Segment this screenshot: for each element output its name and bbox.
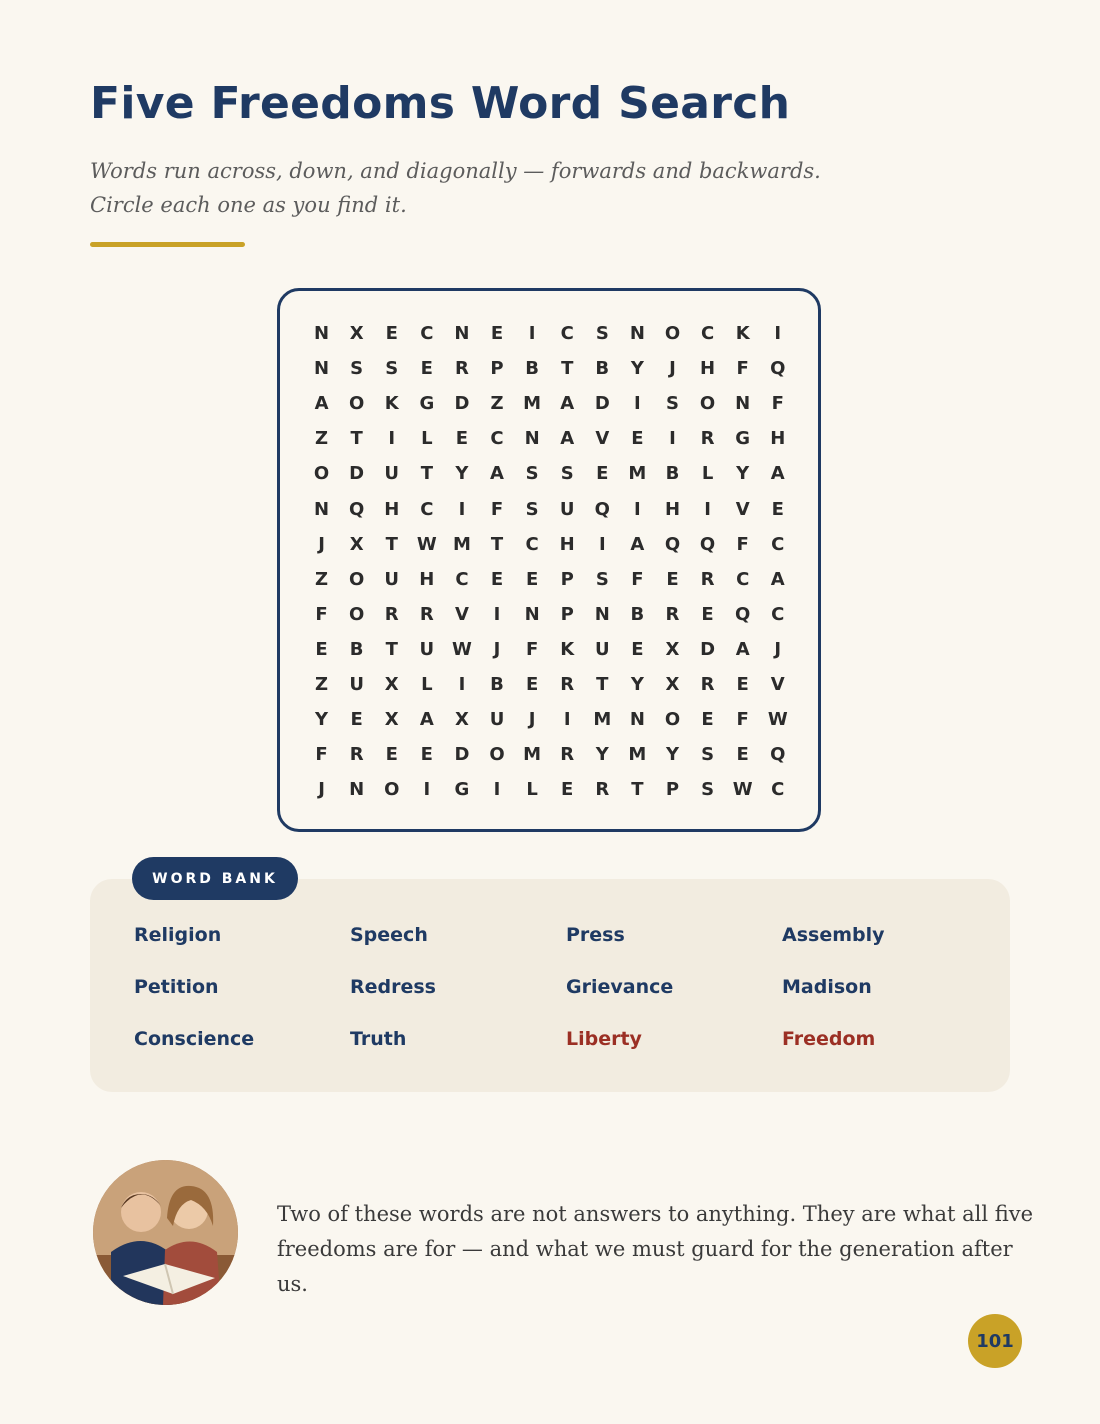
word-bank-item: Truth bbox=[350, 1028, 407, 1050]
grid-letter[interactable]: Q bbox=[348, 498, 365, 520]
grid-letter[interactable]: E bbox=[771, 498, 784, 520]
grid-letter[interactable]: N bbox=[629, 709, 645, 731]
grid-letter[interactable]: V bbox=[454, 603, 469, 625]
children-reading-photo bbox=[93, 1160, 238, 1305]
grid-letter[interactable]: A bbox=[490, 463, 504, 485]
word-bank-item: Liberty bbox=[566, 1028, 642, 1050]
grid-letter[interactable]: M bbox=[628, 744, 647, 766]
grid-letter[interactable]: Z bbox=[315, 568, 329, 590]
grid-letter[interactable]: E bbox=[315, 638, 328, 660]
grid-letter[interactable]: X bbox=[454, 709, 469, 731]
grid-letter[interactable]: T bbox=[385, 638, 398, 660]
word-bank-item: Assembly bbox=[782, 924, 885, 946]
grid-letter[interactable]: I bbox=[598, 533, 606, 555]
grid-letter[interactable]: M bbox=[523, 393, 542, 415]
grid-letter[interactable]: R bbox=[454, 358, 469, 380]
grid-letter[interactable]: T bbox=[385, 533, 398, 555]
grid-letter[interactable]: E bbox=[490, 568, 504, 590]
grid-letter[interactable]: E bbox=[350, 709, 363, 731]
grid-letter[interactable]: E bbox=[666, 568, 679, 590]
grid-letter[interactable]: Y bbox=[595, 744, 609, 766]
grid-letter[interactable]: A bbox=[419, 709, 434, 731]
grid-letter[interactable]: I bbox=[774, 323, 782, 345]
grid-letter[interactable]: B bbox=[665, 463, 680, 485]
grid-letter[interactable]: H bbox=[559, 533, 575, 555]
grid-letter[interactable]: E bbox=[525, 673, 539, 695]
grid-letter[interactable]: B bbox=[349, 638, 364, 660]
grid-letter[interactable]: S bbox=[525, 463, 539, 485]
grid-letter[interactable]: X bbox=[384, 673, 399, 695]
grid-letter[interactable]: S bbox=[701, 744, 715, 766]
grid-letter[interactable]: E bbox=[525, 568, 539, 590]
grid-letter[interactable]: I bbox=[388, 428, 396, 450]
word-bank-item: Press bbox=[566, 924, 625, 946]
grid-letter[interactable]: F bbox=[315, 744, 328, 766]
grid-letter[interactable]: T bbox=[596, 673, 609, 695]
grid-letter[interactable]: E bbox=[420, 744, 433, 766]
grid-letter[interactable]: U bbox=[419, 638, 435, 660]
accent-divider bbox=[90, 242, 245, 247]
word-bank-item: Conscience bbox=[134, 1028, 255, 1050]
grid-letter[interactable]: P bbox=[560, 568, 574, 590]
grid-letter[interactable]: R bbox=[700, 428, 715, 450]
grid-letter[interactable]: Y bbox=[630, 673, 644, 695]
grid-letter[interactable]: N bbox=[314, 323, 330, 345]
grid-letter[interactable]: O bbox=[699, 393, 716, 415]
grid-letter[interactable]: E bbox=[420, 358, 433, 380]
grid-letter[interactable]: Q bbox=[664, 533, 681, 555]
grid-letter[interactable]: B bbox=[490, 673, 504, 695]
grid-letter[interactable]: F bbox=[490, 498, 504, 520]
grid-letter[interactable]: Q bbox=[770, 358, 786, 380]
grid-letter[interactable]: C bbox=[700, 323, 715, 345]
grid-letter[interactable]: F bbox=[736, 533, 749, 555]
grid-letter[interactable]: U bbox=[594, 638, 610, 660]
grid-letter[interactable]: S bbox=[560, 463, 574, 485]
grid-letter[interactable]: A bbox=[735, 638, 750, 660]
grid-letter[interactable]: M bbox=[628, 463, 647, 485]
grid-letter[interactable]: M bbox=[523, 744, 542, 766]
grid-letter[interactable]: S bbox=[350, 358, 364, 380]
grid-letter[interactable]: H bbox=[700, 358, 716, 380]
grid-letter[interactable]: N bbox=[594, 603, 610, 625]
grid-letter[interactable]: C bbox=[420, 323, 434, 345]
grid-letter[interactable]: C bbox=[525, 533, 539, 555]
grid-letter[interactable]: E bbox=[385, 323, 398, 345]
grid-letter[interactable]: N bbox=[524, 603, 540, 625]
grid-letter[interactable]: O bbox=[348, 603, 365, 625]
grid-letter[interactable]: S bbox=[385, 358, 399, 380]
grid-letter[interactable]: S bbox=[666, 393, 679, 415]
grid-letter[interactable]: A bbox=[314, 393, 329, 415]
grid-letter[interactable]: A bbox=[770, 463, 785, 485]
grid-letter[interactable]: B bbox=[525, 358, 539, 380]
grid-letter[interactable]: K bbox=[384, 393, 399, 415]
grid-letter[interactable]: R bbox=[349, 744, 364, 766]
closing-message: Two of these words are not answers to anything. They are what all five freedoms are for — and what we must guard for the generation after us. bbox=[277, 1202, 1034, 1296]
grid-letter[interactable]: P bbox=[560, 603, 574, 625]
grid-letter[interactable]: S bbox=[525, 498, 539, 520]
grid-letter[interactable]: I bbox=[458, 498, 466, 520]
grid-letter[interactable]: I bbox=[669, 428, 676, 450]
grid-letter[interactable]: A bbox=[560, 428, 575, 450]
grid-letter[interactable]: J bbox=[318, 533, 325, 555]
grid-letter[interactable]: F bbox=[736, 358, 749, 380]
grid-letter[interactable]: D bbox=[454, 393, 470, 415]
grid-letter[interactable]: E bbox=[490, 323, 504, 345]
grid-letter[interactable]: Y bbox=[665, 744, 679, 766]
grid-letter[interactable]: Q bbox=[594, 498, 610, 520]
grid-letter[interactable]: F bbox=[771, 393, 784, 415]
grid-letter[interactable]: L bbox=[421, 673, 433, 695]
grid-letter[interactable]: W bbox=[767, 709, 788, 731]
grid-letter[interactable]: I bbox=[634, 498, 641, 520]
grid-letter[interactable]: U bbox=[349, 673, 364, 695]
grid-letter[interactable]: O bbox=[348, 393, 365, 415]
grid-letter[interactable]: L bbox=[526, 779, 538, 801]
grid-letter[interactable]: S bbox=[595, 568, 609, 590]
grid-letter[interactable]: N bbox=[349, 779, 365, 801]
grid-letter[interactable]: D bbox=[349, 463, 365, 485]
grid-letter[interactable]: E bbox=[736, 673, 749, 695]
grid-letter[interactable]: L bbox=[421, 428, 433, 450]
grid-letter[interactable]: Y bbox=[736, 463, 750, 485]
grid-letter[interactable]: C bbox=[490, 428, 504, 450]
word-search-grid-frame bbox=[277, 288, 821, 832]
grid-letter[interactable]: U bbox=[384, 568, 400, 590]
grid-letter[interactable]: R bbox=[665, 603, 680, 625]
word-bank-item: Madison bbox=[782, 976, 872, 998]
grid-letter[interactable]: K bbox=[735, 323, 750, 345]
grid-letter[interactable]: C bbox=[771, 533, 785, 555]
word-bank-item: Speech bbox=[350, 924, 428, 946]
grid-letter[interactable]: J bbox=[318, 779, 325, 801]
grid-letter[interactable]: U bbox=[489, 709, 505, 731]
grid-letter[interactable]: U bbox=[559, 498, 575, 520]
grid-letter[interactable]: Y bbox=[455, 463, 469, 485]
grid-letter[interactable]: N bbox=[629, 323, 645, 345]
grid-letter[interactable]: Y bbox=[315, 709, 329, 731]
grid-letter[interactable]: O bbox=[348, 568, 365, 590]
grid-letter[interactable]: B bbox=[630, 603, 645, 625]
grid-letter[interactable]: H bbox=[664, 498, 681, 520]
grid-letter[interactable]: E bbox=[701, 603, 714, 625]
grid-letter[interactable]: R bbox=[384, 603, 399, 625]
grid-letter[interactable]: O bbox=[489, 744, 505, 766]
grid-letter[interactable]: X bbox=[665, 638, 680, 660]
grid-letter[interactable]: F bbox=[315, 603, 328, 625]
grid-letter[interactable]: X bbox=[665, 673, 680, 695]
page-title: Five Freedoms Word Search bbox=[90, 78, 791, 129]
grid-letter[interactable]: I bbox=[634, 393, 641, 415]
grid-letter[interactable]: N bbox=[524, 428, 540, 450]
grid-letter[interactable]: Z bbox=[490, 393, 504, 415]
grid-letter[interactable]: A bbox=[770, 568, 785, 590]
grid-letter[interactable]: E bbox=[596, 463, 609, 485]
grid-letter[interactable]: T bbox=[350, 428, 363, 450]
instructions-text: Words run across, down, and diagonally — forwards and backwards. Circle each one as you find it. bbox=[90, 159, 821, 217]
grid-letter[interactable]: P bbox=[490, 358, 504, 380]
grid-letter[interactable]: G bbox=[735, 428, 751, 450]
grid-letter[interactable]: T bbox=[561, 358, 574, 380]
grid-letter[interactable]: Q bbox=[770, 744, 786, 766]
grid-letter[interactable]: C bbox=[560, 323, 574, 345]
grid-letter[interactable]: Z bbox=[315, 428, 329, 450]
grid-letter[interactable]: J bbox=[493, 638, 501, 660]
grid-letter[interactable]: M bbox=[593, 709, 612, 731]
grid-letter[interactable]: V bbox=[595, 428, 610, 450]
grid-letter[interactable]: O bbox=[664, 323, 681, 345]
page-number-badge: 101 bbox=[968, 1314, 1022, 1368]
grid-letter[interactable]: H bbox=[384, 498, 400, 520]
grid-letter[interactable]: W bbox=[416, 533, 437, 555]
grid-letter[interactable]: E bbox=[631, 428, 644, 450]
grid-letter[interactable]: J bbox=[669, 358, 676, 380]
grid-letter[interactable]: R bbox=[560, 673, 575, 695]
grid-letter[interactable]: S bbox=[595, 323, 609, 345]
grid-letter[interactable]: I bbox=[493, 779, 501, 801]
grid-letter[interactable]: N bbox=[314, 358, 330, 380]
grid-letter[interactable]: D bbox=[454, 744, 470, 766]
grid-letter[interactable]: X bbox=[384, 709, 399, 731]
grid-letter[interactable]: G bbox=[454, 779, 470, 801]
grid-letter[interactable]: I bbox=[493, 603, 501, 625]
grid-letter[interactable]: R bbox=[700, 568, 715, 590]
grid-letter[interactable]: E bbox=[561, 779, 574, 801]
grid-letter[interactable]: H bbox=[419, 568, 435, 590]
grid-letter[interactable]: N bbox=[454, 323, 470, 345]
grid-letter[interactable]: C bbox=[455, 568, 469, 590]
grid-letter[interactable]: I bbox=[704, 498, 711, 520]
grid-letter[interactable]: Y bbox=[630, 358, 644, 380]
grid-letter[interactable]: F bbox=[736, 709, 749, 731]
grid-letter[interactable]: S bbox=[701, 779, 715, 801]
grid-letter[interactable]: F bbox=[631, 568, 644, 590]
word-bank-list bbox=[134, 921, 998, 1077]
word-bank-item: Freedom bbox=[782, 1028, 876, 1050]
grid-letter[interactable]: R bbox=[595, 779, 610, 801]
grid-letter[interactable]: E bbox=[455, 428, 469, 450]
grid-letter[interactable]: J bbox=[774, 638, 782, 660]
grid-letter[interactable]: E bbox=[736, 744, 749, 766]
word-bank-item: Petition bbox=[134, 976, 219, 998]
grid-letter[interactable]: O bbox=[313, 463, 330, 485]
grid-letter[interactable]: B bbox=[595, 358, 610, 380]
grid-letter[interactable]: G bbox=[419, 393, 435, 415]
word-search-grid bbox=[304, 316, 795, 807]
grid-letter[interactable]: V bbox=[770, 673, 785, 695]
grid-letter[interactable]: F bbox=[525, 638, 539, 660]
grid-letter[interactable]: I bbox=[423, 779, 431, 801]
grid-letter[interactable]: W bbox=[732, 779, 753, 801]
grid-letter[interactable]: T bbox=[420, 463, 433, 485]
grid-letter[interactable]: E bbox=[701, 709, 714, 731]
grid-letter[interactable]: O bbox=[384, 779, 400, 801]
grid-letter[interactable]: Q bbox=[699, 533, 716, 555]
grid-letter[interactable]: I bbox=[528, 323, 536, 345]
grid-letter[interactable]: N bbox=[735, 393, 751, 415]
word-bank-item: Grievance bbox=[566, 976, 674, 998]
grid-letter[interactable]: I bbox=[563, 709, 571, 731]
grid-letter[interactable]: L bbox=[701, 463, 714, 485]
grid-letter[interactable]: O bbox=[664, 709, 681, 731]
grid-letter[interactable]: M bbox=[452, 533, 471, 555]
grid-letter[interactable]: K bbox=[560, 638, 575, 660]
grid-letter[interactable]: R bbox=[560, 744, 575, 766]
grid-letter[interactable]: P bbox=[665, 779, 680, 801]
grid-letter[interactable]: V bbox=[735, 498, 750, 520]
grid-letter[interactable]: E bbox=[631, 638, 644, 660]
grid-letter[interactable]: U bbox=[384, 463, 400, 485]
grid-letter[interactable]: X bbox=[349, 323, 364, 345]
grid-letter[interactable]: N bbox=[314, 498, 330, 520]
grid-letter[interactable]: A bbox=[560, 393, 575, 415]
grid-letter[interactable]: W bbox=[451, 638, 472, 660]
grid-letter[interactable]: Q bbox=[735, 603, 751, 625]
grid-letter[interactable]: T bbox=[490, 533, 504, 555]
word-bank-item: Religion bbox=[134, 924, 222, 946]
grid-letter[interactable]: E bbox=[385, 744, 398, 766]
grid-letter[interactable]: T bbox=[631, 779, 644, 801]
grid-letter[interactable]: C bbox=[771, 779, 785, 801]
grid-letter[interactable]: C bbox=[771, 603, 785, 625]
grid-letter[interactable]: H bbox=[770, 428, 786, 450]
grid-letter[interactable]: A bbox=[630, 533, 645, 555]
grid-letter[interactable]: R bbox=[700, 673, 715, 695]
grid-letter[interactable]: R bbox=[419, 603, 434, 625]
grid-letter[interactable]: Z bbox=[315, 673, 329, 695]
grid-letter[interactable]: C bbox=[736, 568, 750, 590]
grid-letter[interactable]: C bbox=[420, 498, 434, 520]
word-bank-label: WORD BANK bbox=[132, 857, 298, 900]
word-bank-item: Redress bbox=[350, 976, 436, 998]
word-bank-panel bbox=[90, 879, 1010, 1092]
children-reading-illustration bbox=[93, 1160, 238, 1305]
grid-letter[interactable]: I bbox=[458, 673, 466, 695]
grid-letter[interactable]: J bbox=[528, 709, 536, 731]
grid-letter[interactable]: D bbox=[594, 393, 610, 415]
grid-letter[interactable]: X bbox=[349, 533, 364, 555]
grid-letter[interactable]: D bbox=[700, 638, 716, 660]
